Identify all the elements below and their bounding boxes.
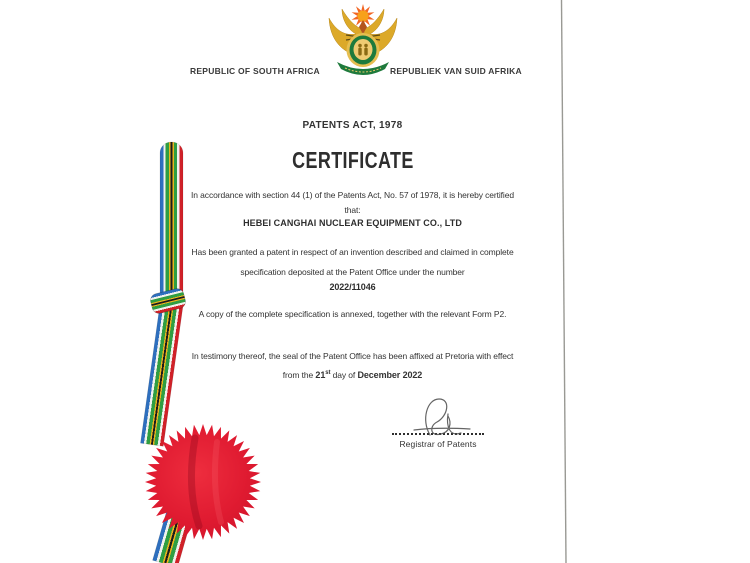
effective-date-line: [130, 370, 575, 380]
intro-line: In accordance with section 44 (1) of the Patents Act, No. 57 of 1978, it is hereby certified: [191, 190, 514, 200]
act-title: PATENTS ACT, 1978: [302, 120, 403, 131]
testimony-line: In testimony thereof, the seal of the Patent Office has been affixed at Pretoria with effect: [191, 351, 514, 361]
wax-seal-icon: [145, 424, 261, 540]
country-name-afrikaans: REPUBLIEK VAN SUID AFRIKA: [390, 66, 522, 76]
certificate-title: [130, 147, 575, 174]
date-day: 21: [315, 370, 326, 380]
country-name-english: REPUBLIC OF SOUTH AFRICA: [190, 66, 320, 76]
patentee-name: HEBEI CANGHAI NUCLEAR EQUIPMENT CO., LTD: [243, 218, 462, 228]
date-prefix: from the: [282, 370, 316, 380]
granted-line-1: Has been granted a patent in respect of an invention described and claimed in complete: [191, 247, 514, 257]
annex-line: A copy of the complete specification is annexed, together with the relevant Form P2.: [198, 309, 507, 319]
coat-of-arms-icon: [329, 4, 397, 75]
date-mid: day of: [330, 370, 358, 380]
registrar-label: Registrar of Patents: [399, 439, 477, 449]
patent-number: 2022/11046: [329, 282, 376, 292]
granted-line-2: specification deposited at the Patent Office under the number: [240, 267, 465, 277]
signature-dotted-line: [392, 433, 484, 435]
date-month-year: December 2022: [357, 370, 423, 380]
signature-scribble: [414, 399, 470, 435]
date-day-suffix: st: [325, 370, 331, 376]
ribbon-tail-segment: [153, 456, 208, 563]
intro-line-that: that:: [344, 205, 361, 215]
certificate-title-text: CERTIFICATE: [291, 147, 414, 173]
